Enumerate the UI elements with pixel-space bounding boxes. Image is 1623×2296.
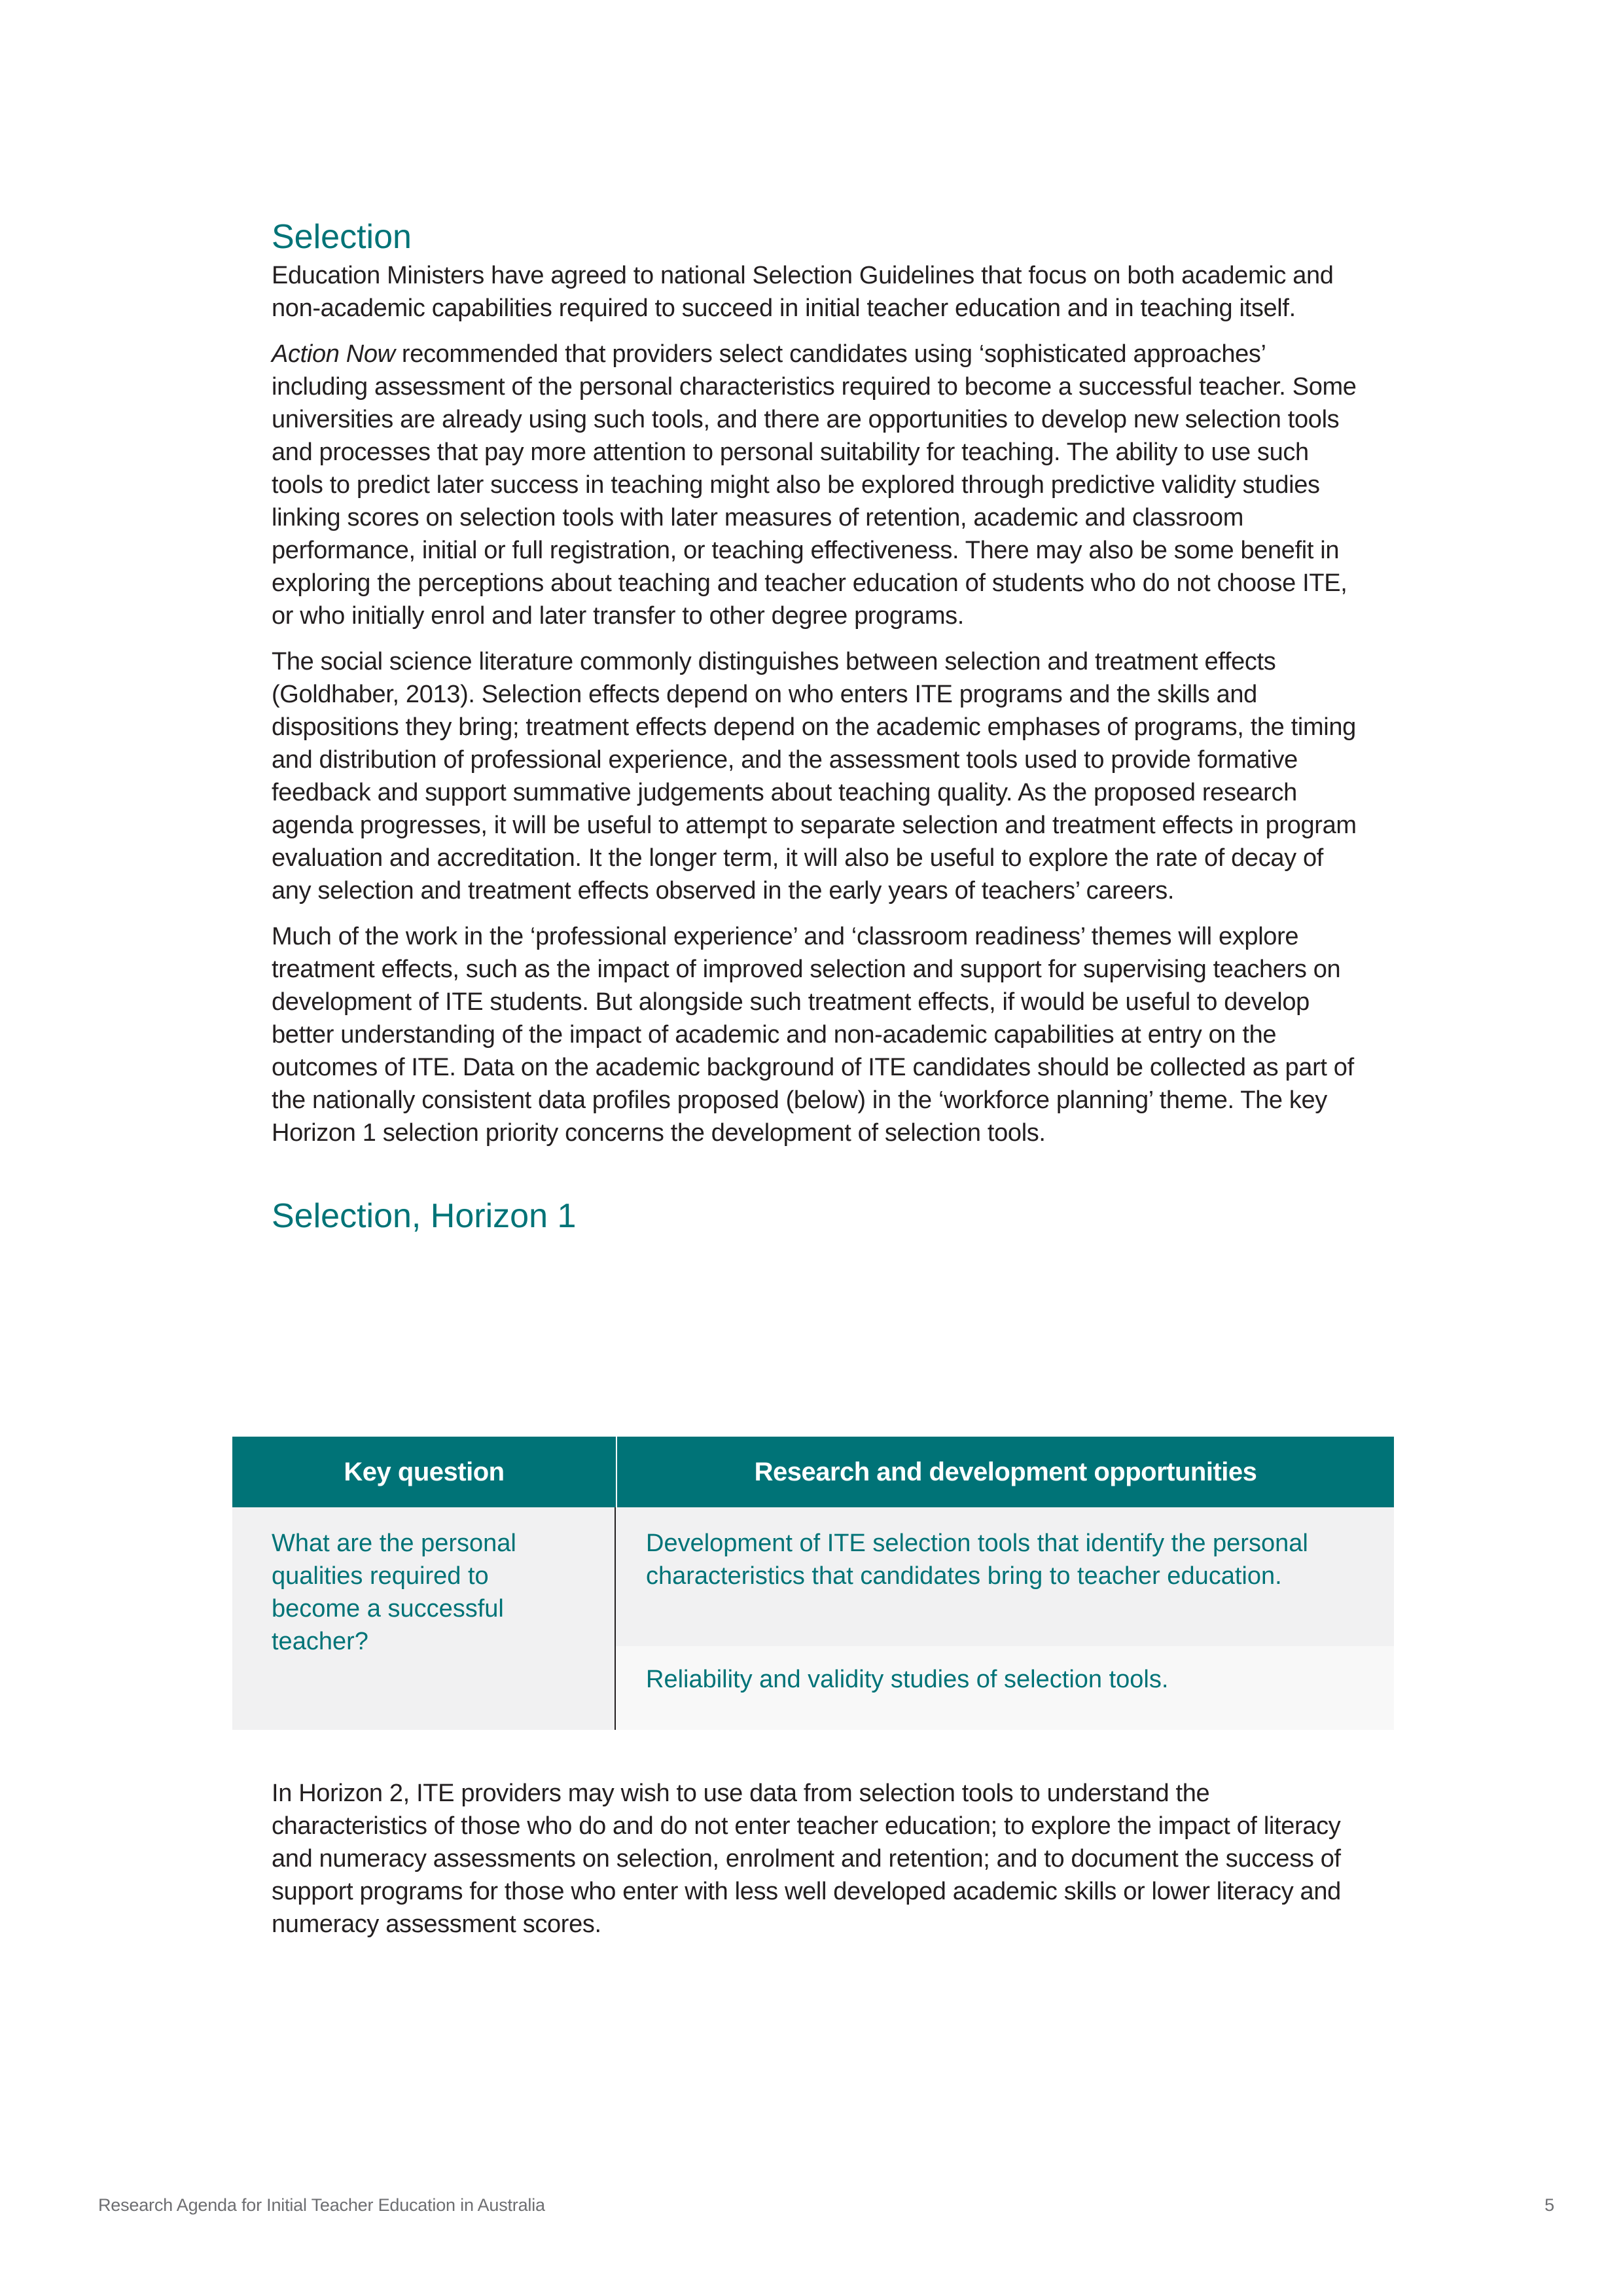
table-opportunities-column	[616, 1507, 1394, 1730]
footer-title: Research Agenda for Initial Teacher Education in Australia	[98, 2195, 545, 2215]
section-heading-selection: Selection	[272, 218, 412, 256]
page-footer	[98, 2195, 1554, 2215]
paragraph-themes: Much of the work in the ‘professional experience’ and ‘classroom readiness’ themes will explore treatment effects, such as the impact of improved selection and support for supervising teachers on development of ITE students. But alongside such treatment effects, if would be useful to develop better understanding of the impact of academic and non-academic capabilities at entry on the outcomes of ITE. Data on the academic background of ITE candidates should be collected as part of the nationally consistent data profiles proposed (below) in the ‘workforce planning’ theme. The key Horizon 1 selection priority concerns the development of selection tools.	[272, 923, 1354, 1147]
paragraph-selection-treatment: The social science literature commonly distinguishes between selection and treatment effects (Goldhaber, 2013). Selection effects depend on who enters ITE programs and the skills and dispositions they bring; treatment effects depend on the academic emphases of programs, the timing and distribution of professional experience, and the assessment tools used to provide formative feedback and support summative judgements about teaching quality. As the proposed research agenda progresses, it will be useful to attempt to separate selection and treatment effects in program evaluation and accreditation. It the longer term, it will also be useful to explore the rate of decay of any selection and treatment effects observed in the early years of teachers’ careers.	[272, 648, 1357, 905]
table-header-row	[232, 1437, 1394, 1507]
paragraph-horizon-2: In Horizon 2, ITE providers may wish to use data from selection tools to understand the characteristics of those who do and do not enter teacher education; to explore the impact of literacy and numeracy assessments on selection, enrolment and retention; and to document the success of support programs for those who enter with less well developed academic skills or lower literacy and numeracy assessment scores.	[272, 1780, 1341, 1938]
horizon-1-table	[232, 1437, 1394, 1730]
table-cell-opportunity: Reliability and validity studies of selection tools.	[616, 1646, 1394, 1730]
table-cell-opportunity: Development of ITE selection tools that identify the personal characteristics that candidates bring to teacher education.	[616, 1507, 1394, 1646]
paragraph-guidelines: Education Ministers have agreed to national Selection Guidelines that focus on both academic and non-academic capabilities required to succeed in initial teacher education and in teaching itself.	[272, 262, 1334, 322]
action-now-body: recommended that providers select candidates using ‘sophisticated approaches’ including assessment of the personal characteristics required to become a successful teacher. Some universities are already using such tools, and there are opportunities to develop new selection tools and processes that pay more attention to personal suitability for teaching. The ability to use such tools to predict later success in teaching might also be explored through predictive validity studies linking scores on selection tools with later measures of retention, academic and classroom performance, initial or full registration, or teaching effectiveness. There may also be some benefit in exploring the perceptions about teaching and teacher education of students who do not choose ITE, or who initially enrol and later transfer to other degree programs.	[272, 340, 1357, 630]
table-header-key-question: Key question	[232, 1437, 617, 1507]
table-body	[232, 1507, 1394, 1730]
page-number: 5	[1544, 2195, 1554, 2215]
action-now-title: Action Now	[272, 340, 395, 368]
post-table-content	[272, 1777, 1361, 1954]
table-cell-key-question: What are the personal qualities required to become a successful teacher?	[232, 1507, 616, 1730]
table-header-opportunities: Research and development opportunities	[754, 1457, 1257, 1486]
main-content	[272, 216, 1361, 1237]
paragraph-action-now	[272, 338, 1361, 632]
section-heading-horizon-1: Selection, Horizon 1	[272, 1197, 577, 1235]
